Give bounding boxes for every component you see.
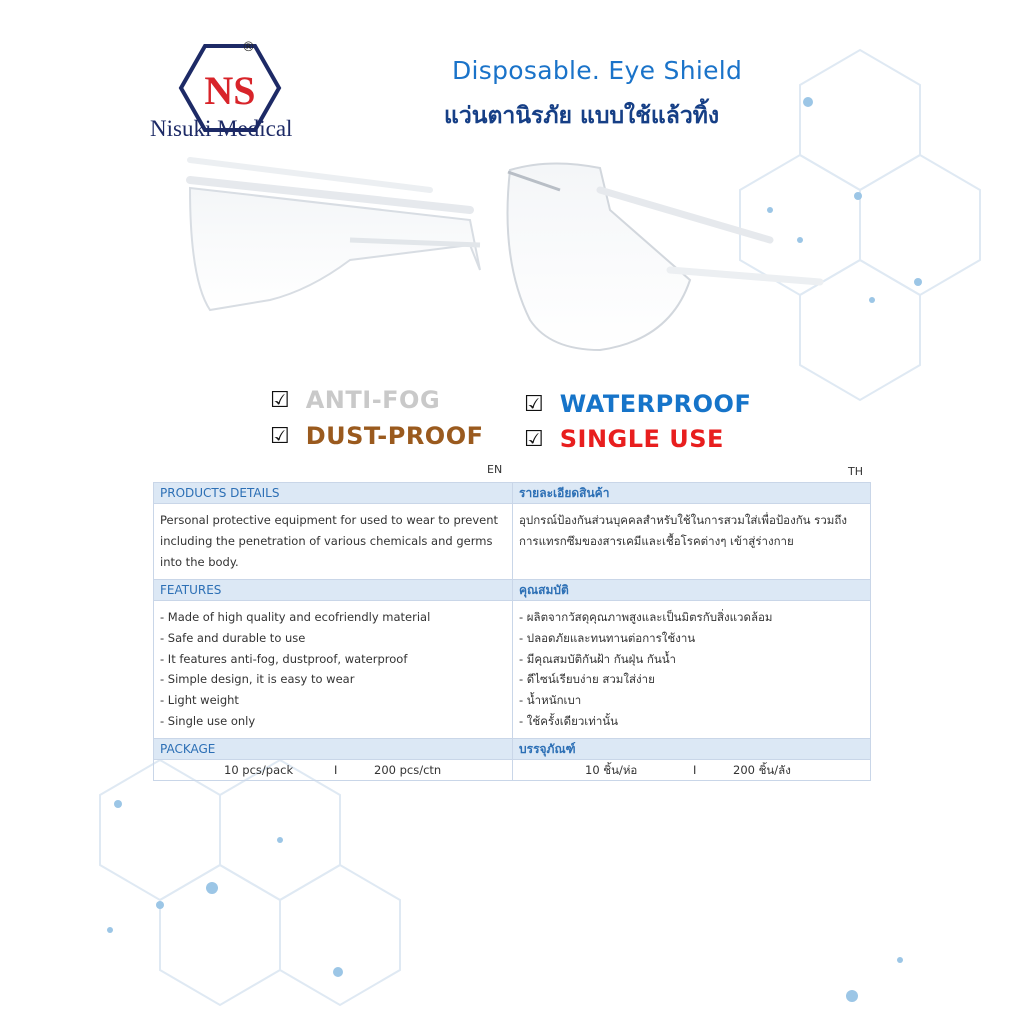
- product-title-th: แว่นตานิรภัย แบบใช้แล้วทิ้ง: [444, 103, 720, 129]
- features-header-th: คุณสมบัติ: [513, 580, 871, 601]
- feature-dust-proof: [270, 422, 484, 450]
- features-header-en: FEATURES: [154, 580, 513, 601]
- package-pack-th: 10 ชิ้น/ห่อ: [585, 762, 638, 777]
- checkbox-icon: ☑: [270, 423, 290, 449]
- package-carton-en: 200 pcs/ctn: [374, 762, 442, 777]
- logo-text: NS: [204, 68, 256, 113]
- feature-anti-fog: [270, 386, 440, 414]
- list-item: - Made of high quality and ecofriendly material: [160, 610, 431, 624]
- list-item: - Single use only: [160, 713, 256, 728]
- list-item: - มีคุณสมบัติกันฝ้า กันฝุ่น กันน้ำ: [519, 651, 677, 666]
- table-row: [154, 580, 871, 601]
- table-row: [154, 759, 871, 780]
- eye-shield-image: [170, 150, 850, 380]
- checkbox-icon: ☑: [270, 387, 290, 413]
- features-list-en: [154, 601, 513, 739]
- spec-table: [153, 482, 871, 781]
- column-label-th: TH: [848, 465, 863, 478]
- feature-waterproof: [524, 390, 751, 418]
- feature-single-use: [524, 425, 724, 453]
- list-item: - ปลอดภัยและทนทานต่อการใช้งาน: [519, 630, 696, 645]
- list-item: - ใช้ครั้งเดียวเท่านั้น: [519, 713, 618, 728]
- package-header-th: บรรจุภัณฑ์: [513, 738, 871, 759]
- product-details-header-en: PRODUCTS DETAILS: [154, 483, 513, 504]
- package-en: [154, 759, 513, 780]
- features-list-th: [513, 601, 871, 739]
- list-item: - ผลิตจากวัสดุคุณภาพสูงและเป็นมิตรกับสิ่งแวดล้อม: [519, 610, 773, 624]
- list-item: - น้ำหนักเบา: [519, 693, 582, 708]
- list-item: - Light weight: [160, 693, 239, 708]
- package-carton-th: 200 ชิ้น/ลัง: [733, 762, 791, 777]
- package-pack-en: 10 pcs/pack: [224, 762, 294, 777]
- table-row: [154, 504, 871, 580]
- checkbox-icon: ☑: [524, 391, 544, 417]
- list-item: - Safe and durable to use: [160, 630, 306, 645]
- checkbox-icon: ☑: [524, 426, 544, 452]
- table-row: [154, 483, 871, 504]
- list-item: - It features anti-fog, dustproof, waterproof: [160, 651, 408, 666]
- product-details-th: อุปกรณ์ป้องกันส่วนบุคคลสำหรับใช้ในการสวมใส่เพื่อป้องกัน รวมถึงการแทรกซึมของสารเคมีและเชื้อโรคต่างๆ เข้าสู่ร่างกาย: [513, 504, 871, 580]
- table-row: [154, 601, 871, 739]
- product-details-header-th: รายละเอียดสินค้า: [513, 483, 871, 504]
- package-separator: I: [334, 762, 338, 777]
- registered-mark: ®: [242, 40, 255, 55]
- feature-label: DUST-PROOF: [305, 422, 484, 450]
- package-header-en: PACKAGE: [154, 738, 513, 759]
- package-separator: I: [693, 762, 697, 777]
- feature-label: SINGLE USE: [559, 425, 724, 453]
- feature-label: WATERPROOF: [559, 390, 752, 418]
- column-label-en: EN: [487, 463, 503, 476]
- list-item: - Simple design, it is easy to wear: [160, 672, 355, 687]
- brand-name: Nisuki Medical: [150, 116, 293, 141]
- package-th: [513, 759, 871, 780]
- list-item: - ดีไซน์เรียบง่าย สวมใส่ง่าย: [519, 672, 655, 687]
- feature-label: ANTI-FOG: [305, 386, 441, 414]
- product-title-en: Disposable. Eye Shield: [452, 56, 743, 85]
- table-row: [154, 738, 871, 759]
- product-details-en: Personal protective equipment for used to wear to prevent including the penetration of various chemicals and germs into the body.: [154, 504, 513, 580]
